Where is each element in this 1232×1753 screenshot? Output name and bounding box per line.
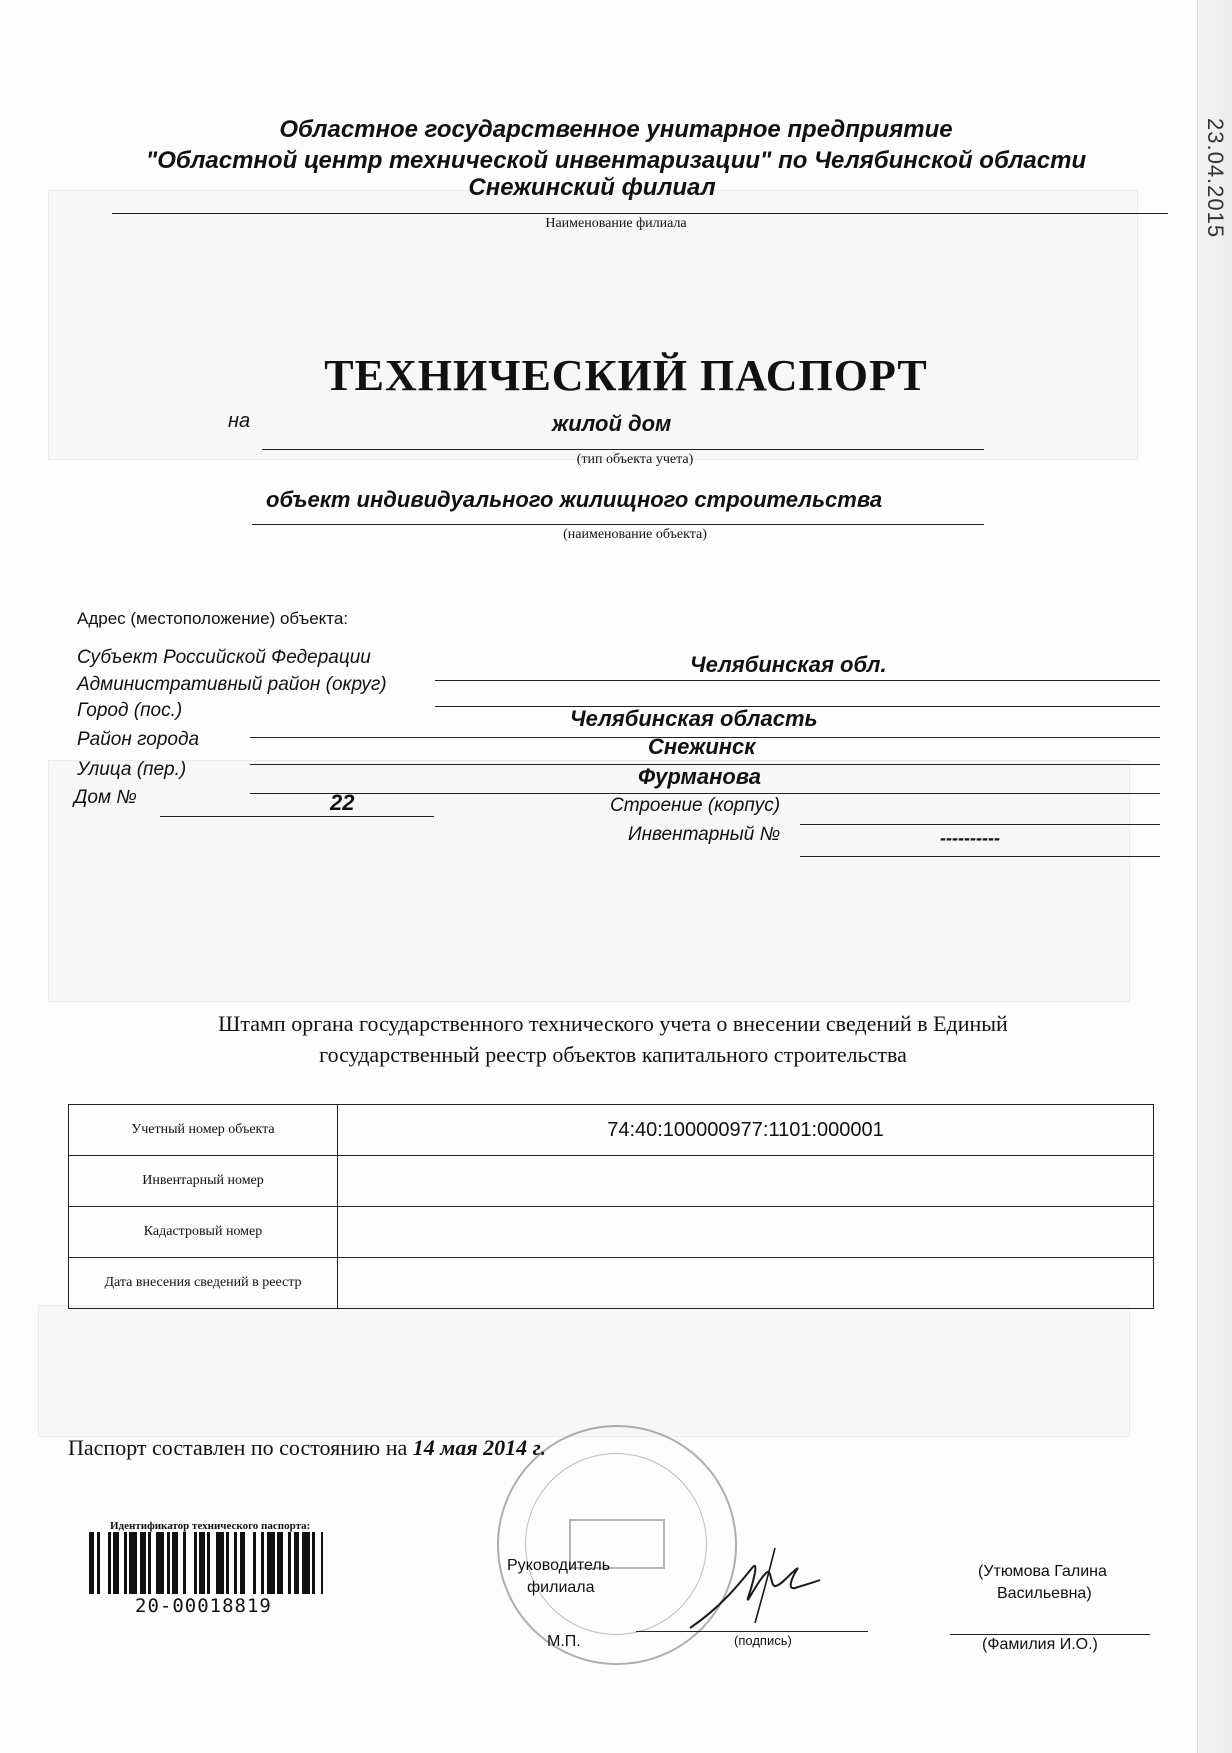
org-name-line2: "Областной центр технической инвентаризации" по Челябинской области bbox=[145, 147, 1087, 174]
subject-label: Субъект Российской Федерации bbox=[77, 647, 371, 668]
table-row bbox=[69, 1156, 1154, 1207]
signer-role-line2: филиала bbox=[527, 1579, 595, 1596]
registry-table bbox=[68, 1104, 1154, 1309]
district-value: Челябинская область bbox=[570, 706, 818, 731]
barcode-image bbox=[89, 1532, 329, 1594]
object-name-caption: (наименование объекта) bbox=[563, 527, 707, 542]
building-label: Строение (корпус) bbox=[610, 795, 781, 816]
registry-label: Кадастровый номер bbox=[69, 1207, 338, 1258]
street-value: Фурманова bbox=[638, 764, 762, 789]
object-prefix: на bbox=[228, 410, 251, 432]
side-date-stamp: 23.04.2015 bbox=[1203, 118, 1228, 239]
bleed-through-table-bottom bbox=[38, 1305, 1130, 1437]
signature-underline bbox=[636, 1631, 868, 1632]
object-type-underline bbox=[262, 449, 984, 450]
object-type-caption: (тип объекта учета) bbox=[576, 452, 694, 467]
barcode-caption: Идентификатор технического паспорта: bbox=[110, 1520, 311, 1532]
stamp-heading-line1: Штамп органа государственного технического учета о внесении сведений в Единый bbox=[218, 1011, 1008, 1036]
document-title: ТЕХНИЧЕСКИЙ ПАСПОРТ bbox=[324, 351, 928, 400]
handwritten-signature bbox=[680, 1528, 830, 1638]
barcode-bar bbox=[245, 1532, 253, 1594]
registry-label: Учетный номер объекта bbox=[69, 1105, 338, 1156]
page-edge bbox=[1197, 0, 1232, 1753]
signer-name-underline bbox=[950, 1634, 1150, 1635]
signer-name-line2: Васильевна) bbox=[997, 1585, 1092, 1602]
branch-caption: Наименование филиала bbox=[545, 216, 687, 231]
passport-date-prefix: Паспорт составлен по состоянию на bbox=[68, 1435, 408, 1460]
subject-value: Челябинская обл. bbox=[690, 652, 887, 677]
branch-underline bbox=[112, 213, 1168, 214]
barcode-bar bbox=[156, 1532, 164, 1594]
address-heading: Адрес (местоположение) объекта: bbox=[77, 609, 349, 628]
city-value: Снежинск bbox=[648, 734, 756, 759]
signer-role-line1: Руководитель bbox=[507, 1557, 611, 1574]
house-value: 22 bbox=[330, 790, 355, 815]
bleed-through-table-middle bbox=[48, 760, 1130, 1002]
stamp-heading-line2: государственный реестр объектов капитального строительства bbox=[319, 1042, 907, 1067]
barcode-bar bbox=[100, 1532, 108, 1594]
inventory-value: ---------- bbox=[940, 828, 1000, 848]
barcode-bar bbox=[323, 1532, 328, 1594]
inventory-label: Инвентарный № bbox=[628, 824, 781, 845]
signer-name-line1: (Утюмова Галина bbox=[978, 1563, 1107, 1580]
barcode-bar bbox=[302, 1532, 310, 1594]
city-label: Город (пос.) bbox=[77, 700, 183, 721]
signature-caption: (подпись) bbox=[734, 1633, 792, 1648]
registry-value bbox=[338, 1156, 1154, 1207]
inventory-underline bbox=[800, 856, 1160, 857]
table-row bbox=[69, 1105, 1154, 1156]
org-name-line1: Областное государственное унитарное предприятие bbox=[279, 116, 953, 143]
house-underline bbox=[160, 816, 434, 817]
street-underline bbox=[250, 793, 1160, 794]
registry-value bbox=[338, 1207, 1154, 1258]
passport-date-line bbox=[68, 1435, 546, 1461]
registry-value: 74:40:100000977:1101:000001 bbox=[338, 1105, 1154, 1156]
barcode-bar bbox=[186, 1532, 194, 1594]
signer-name-caption: (Фамилия И.О.) bbox=[982, 1636, 1098, 1653]
registry-label: Дата внесения сведений в реестр bbox=[69, 1258, 338, 1309]
barcode-number: 20-00018819 bbox=[135, 1595, 272, 1617]
table-row bbox=[69, 1258, 1154, 1309]
branch-name: Снежинский филиал bbox=[468, 174, 716, 201]
object-name-underline bbox=[252, 524, 984, 525]
registry-value bbox=[338, 1258, 1154, 1309]
subject-underline bbox=[435, 680, 1160, 681]
city-district-label: Район города bbox=[77, 729, 200, 750]
barcode-bar bbox=[216, 1532, 224, 1594]
registry-label: Инвентарный номер bbox=[69, 1156, 338, 1207]
object-type-value: жилой дом bbox=[552, 411, 672, 436]
street-label: Улица (пер.) bbox=[77, 759, 187, 780]
house-label: Дом № bbox=[74, 787, 137, 808]
passport-date-value: 14 мая 2014 г. bbox=[412, 1435, 546, 1460]
district-label: Административный район (округ) bbox=[77, 674, 387, 695]
object-name-value: объект индивидуального жилищного строительства bbox=[266, 487, 883, 512]
barcode-bar bbox=[129, 1532, 137, 1594]
building-underline bbox=[800, 824, 1160, 825]
table-row bbox=[69, 1207, 1154, 1258]
mp-label: М.П. bbox=[547, 1633, 581, 1650]
barcode-bar bbox=[267, 1532, 275, 1594]
